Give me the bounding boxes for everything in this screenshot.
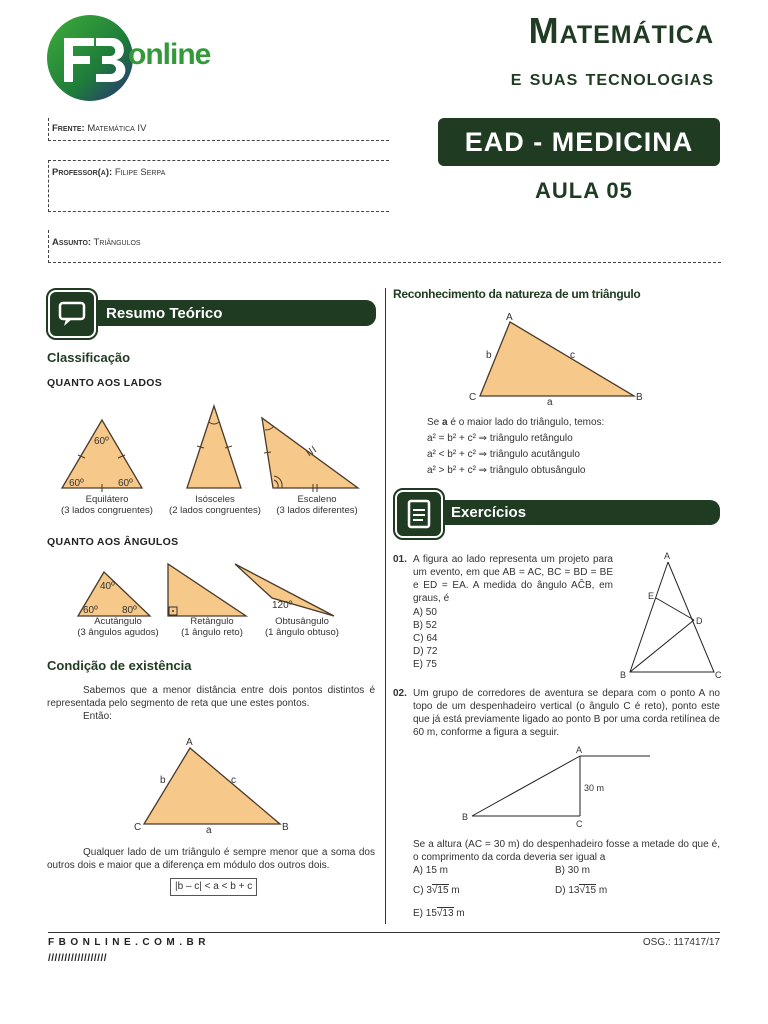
lado-isosceles-name: Isósceles (195, 494, 235, 505)
inequality-box: |b – c| < a < b + c (170, 878, 257, 896)
logo-text: online (128, 38, 211, 71)
angulo-obtusangulo (252, 616, 352, 638)
lado-equilatero (52, 494, 162, 516)
angle-left-label: 60º (69, 478, 84, 489)
angulos-figures (70, 560, 350, 620)
frente-line (48, 118, 389, 141)
condicao-text-1: Sabemos que a menor distância entre dois pontos distintos é representada pelo segmento de reta que une estes pontos. (47, 685, 375, 709)
q2-option-e-post: m (453, 908, 465, 919)
lesson-number: AULA 05 (535, 178, 633, 203)
isosceles-triangle (187, 406, 241, 488)
angulo-retangulo (162, 616, 262, 638)
q2-option-c-post: m (448, 885, 460, 896)
angulo-acutangulo-name: Acutângulo (94, 616, 142, 627)
nat-vertex-b-label: B (636, 392, 643, 403)
obtuse-angle-label: 120º (272, 600, 293, 611)
q1-text: A figura ao lado representa um projeto para um evento, em que AB = AC, BC = BD = BE e ED = EA. A medida do ângulo AĈB, em graus, é (413, 554, 613, 604)
q1-option-b: B) 52 (413, 620, 437, 631)
assunto-label: Assunto: Triângulos (52, 237, 141, 248)
page-title: Matemática (528, 10, 714, 51)
natureza-rule-2: a² < b² + c² ⇒ triângulo acutângulo (427, 449, 580, 460)
page-subtitle: e suas tecnologias (510, 64, 714, 90)
vertex-b-label: B (282, 822, 289, 833)
angulo-acutangulo (68, 616, 168, 638)
assunto-line (48, 230, 721, 263)
natureza-heading: Reconhecimento da natureza de um triângulo (393, 287, 641, 301)
nat-side-c-label: c (570, 350, 575, 361)
footer-slashes: ////////////////// (48, 953, 108, 964)
lado-isosceles (160, 494, 270, 516)
condicao-heading: Condição de existência (47, 658, 192, 673)
footer-rule (48, 932, 720, 933)
natureza-intro-post: é o maior lado do triângulo, temos: (450, 417, 605, 428)
acute-top-label: 40º (100, 581, 115, 592)
q1-option-d: D) 72 (413, 646, 438, 657)
q2-option-c: C) 3√15 m (413, 885, 460, 896)
professor-label: Professor(a): Filipe Serpa (52, 167, 166, 178)
q2-option-d-rad: 15 (584, 885, 597, 896)
q2-option-c-pre: C) 3 (413, 885, 432, 896)
q2-text-2: Se a altura (AC = 30 m) do despenhadeiro fosse a metade do que é, o comprimento da corda deveria ser igual a (413, 839, 720, 863)
lados-heading: QUANTO AOS LADOS (47, 377, 163, 389)
natureza-intro-pre: Se (427, 417, 440, 428)
acute-triangle (78, 572, 150, 616)
q1-option-c: C) 64 (413, 633, 438, 644)
lado-escaleno (262, 494, 372, 516)
obtuse-triangle (235, 564, 334, 616)
condicao-paragraph-1 (47, 684, 375, 710)
q2-option-c-rad: 15 (437, 885, 449, 896)
side-a-label: a (206, 825, 212, 836)
scalene-triangle (262, 418, 358, 492)
natureza-intro (427, 416, 604, 429)
lado-escaleno-name: Escaleno (297, 494, 337, 505)
q2-option-d-pre: D) 13 (555, 885, 580, 896)
lados-figures (50, 400, 370, 492)
angulo-obtusangulo-desc: (1 ângulo obtuso) (265, 627, 339, 638)
nat-vertex-a-label: A (506, 312, 513, 323)
angulo-retangulo-name: Retângulo (190, 616, 234, 627)
q2-number: 02. (393, 688, 407, 699)
q2-label-a: A (576, 745, 583, 755)
lado-equilatero-desc: (3 lados congruentes) (61, 505, 153, 516)
q2-option-e-pre: E) 15 (413, 908, 437, 919)
right-triangle (168, 564, 246, 616)
q1-number: 01. (393, 554, 407, 565)
vertex-c-label: C (134, 822, 142, 833)
side-c-label: c (231, 775, 236, 786)
frente-label: Frente: Matemática IV (52, 123, 147, 134)
angulo-obtusangulo-name: Obtusângulo (275, 616, 329, 627)
natureza-triangle (466, 308, 656, 408)
classificacao-heading: Classificação (47, 350, 131, 365)
q2-text: Um grupo de corredores de aventura se depara com o ponto A no topo de um despenhadeiro vertical (o ângulo C é reto), ponto este que já está previamente ligado ao ponto B por uma corda retilínea de 60 m, conforme a figura a seguir. (413, 688, 720, 738)
q1-label-e: E (648, 591, 655, 601)
lado-escaleno-desc: (3 lados diferentes) (276, 505, 358, 516)
condicao-text-2: Qualquer lado de um triângulo é sempre menor que a soma dos outros dois e maior que a diferença em módulo dos outros dois. (47, 847, 375, 871)
condicao-paragraph-2 (47, 846, 375, 872)
angulo-retangulo-desc: (1 ângulo reto) (181, 627, 243, 638)
q1-option-e: E) 75 (413, 659, 437, 670)
equilateral-triangle (62, 420, 142, 492)
q2-option-d: D) 13√15 m (555, 885, 608, 896)
footer-osg: OSG.: 117417/17 (642, 937, 720, 948)
natureza-intro-bold: a (442, 417, 448, 428)
q2-option-b: B) 30 m (555, 865, 591, 876)
q2-option-d-post: m (596, 885, 608, 896)
column-divider (385, 288, 386, 924)
side-b-label: b (160, 775, 166, 786)
nat-side-b-label: b (486, 350, 492, 361)
professor-value: Filipe Serpa (114, 167, 166, 178)
logo (46, 14, 236, 102)
angulo-acutangulo-desc: (3 ângulos agudos) (77, 627, 159, 638)
vertex-a-label: A (186, 737, 193, 748)
exercicios-section-bar: Exercícios (393, 500, 720, 525)
assunto-value: Triângulos (93, 237, 141, 248)
condicao-triangle (128, 732, 298, 836)
nat-vertex-c-label: C (469, 392, 477, 403)
footer-site: FBONLINE.COM.BR (48, 937, 210, 948)
q2-label-b: B (462, 812, 469, 822)
natureza-rule-1: a² = b² + c² ⇒ triângulo retângulo (427, 433, 573, 444)
q2-option-a: A) 15 m (413, 865, 449, 876)
q1-figure (614, 548, 724, 682)
q1-label-d: D (696, 616, 703, 626)
professor-line (48, 160, 389, 212)
lado-isosceles-desc: (2 lados congruentes) (169, 505, 261, 516)
resumo-section-bar: Resumo Teórico (48, 300, 376, 326)
q2-option-e: E) 15√13 m (413, 908, 465, 919)
angle-right-label: 60º (118, 478, 133, 489)
q2-option-e-rad: 13 (442, 908, 454, 919)
q1-option-a: A) 50 (413, 607, 437, 618)
q2-figure (458, 742, 658, 828)
frente-value: Matemática IV (87, 123, 147, 134)
course-badge: EAD - MEDICINA (438, 118, 720, 166)
acute-right-label: 80º (122, 605, 137, 616)
q1-label-b: B (620, 670, 627, 680)
natureza-rule-3: a² > b² + c² ⇒ triângulo obtusângulo (427, 465, 586, 476)
q1-label-a: A (664, 551, 671, 561)
chat-icon (48, 290, 96, 338)
condicao-entao: Então: (83, 711, 112, 722)
nat-side-a-label: a (547, 397, 553, 408)
q2-label-c: C (576, 819, 583, 828)
q1-label-c: C (715, 670, 722, 680)
q2-height-label: 30 m (584, 783, 605, 793)
angle-top-label: 60º (94, 436, 109, 447)
angulos-heading: QUANTO AOS ÂNGULOS (47, 536, 179, 548)
lado-equilatero-name: Equilátero (85, 494, 129, 505)
acute-left-label: 60º (83, 605, 98, 616)
notepad-icon (395, 490, 443, 538)
